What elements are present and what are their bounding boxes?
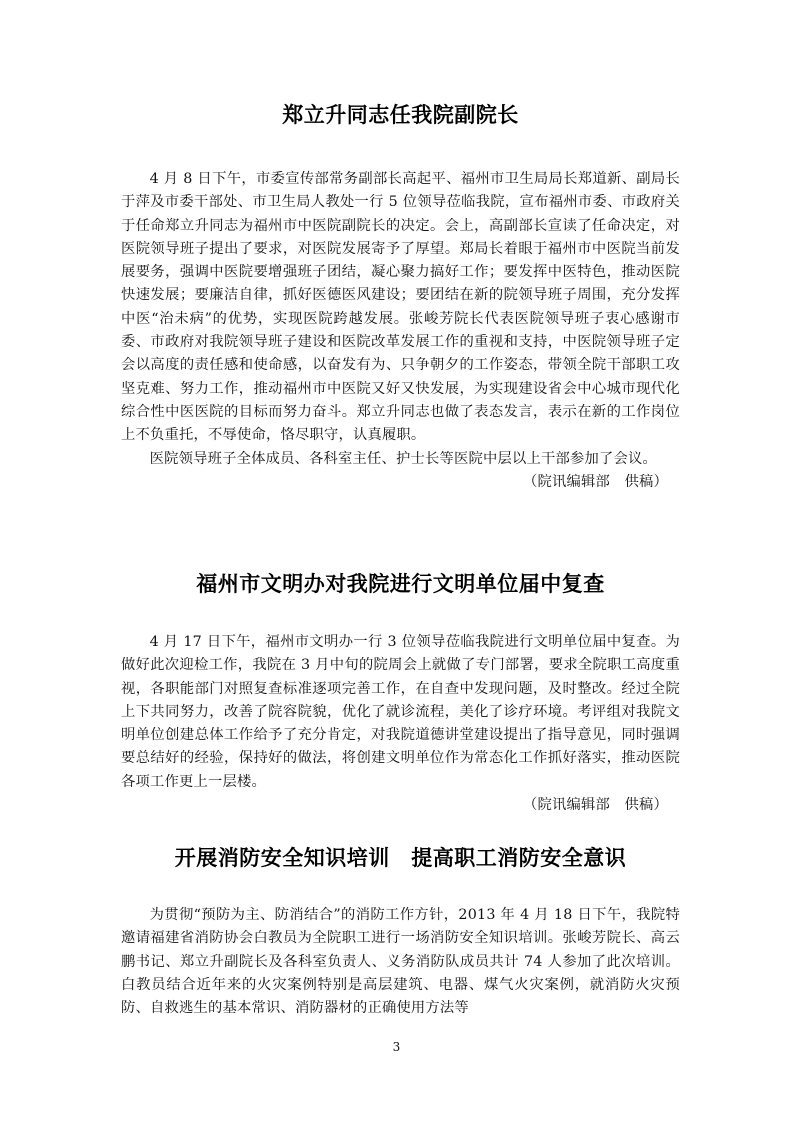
article-paragraph: 医院领导班子全体成员、各科室主任、护士长等医院中层以上干部参加了会议。 [149,450,657,467]
article-title: 福州市文明办对我院进行文明单位届中复查 [196,572,605,596]
article-title: 郑立升同志任我院副院长 [282,103,519,127]
page-number: 3 [392,1040,401,1054]
article-source: （院讯编辑部 供稿） [523,797,668,814]
article-paragraph: 为贯彻“预防为主、防消结合”的消防工作方针，2013 年 4 月 18 日下午，我院特邀请福建省消防协会白教员为全院职工进行一场消防安全知识培训。张峻芳院长、高云鹏书记、郑立升副院长及各科室负责人、义务消防队成员共计 74 人参加了此次培训。白教员结合近年来的火灾案例特别是高层建筑、电器、煤气火灾案例，就消防火灾预防、自救逃生的基本常识、消防器材的正确使用方法等 [121,907,680,1017]
article-fire-safety [121,842,680,1020]
article-paragraph: 4 月 17 日下午，福州市文明办一行 3 位领导莅临我院进行文明单位届中复查。为做好此次迎检工作，我院在 3 月中旬的院周会上就做了专门部署，要求全院职工高度重视，各职能部门对照复查标准逐项完善工作，在自查中发现问题，及时整改。经过全院上下共同努力，改善了院容院貌，优化了就诊流程，美化了诊疗环境。考评组对我院文明单位创建总体工作给予了充分肯定，对我院道德讲堂建设提出了指导意见，同时强调要总结好的经验，保持好的做法，将创建文明单位作为常态化工作抓好落实，推动医院各项工作更上一层楼。 [121,634,680,790]
article-source: （院讯编辑部 供稿） [523,473,668,490]
article-title: 开展消防安全知识培训 提高职工消防安全意识 [174,846,627,870]
article-appointment [121,99,680,494]
article-paragraph: 4 月 8 日下午，市委宣传部常务副部长高起平、福州市卫生局局长郑道新、副局长于萍及市委干部处、市卫生局人教处一行 5 位领导莅临我院，宣布福州市委、市政府关于任命郑立升同志为福州市中医院副院长的决定。会上，高副部长宣读了任命决定，对医院领导班子提出了要求，对医院发展寄予了厚望。郑局长着眼于福州市中医院当前发展要务，强调中医院要增强班子团结，凝心聚力搞好工作；要发挥中医特色，推动医院快速发展；要廉洁自律，抓好医德医风建设；要团结在新的院领导班子周围，充分发挥中医“治未病”的优势，实现医院跨越发展。张峻芳院长代表医院领导班子衷心感谢市委、市政府对我院领导班子建设和医院改革发展工作的重视和支持，中医院领导班子定会以高度的责任感和使命感，以奋发有为、只争朝夕的工作姿态，带领全院干部职工攻坚克难、努力工作，推动福州市中医院又好又快发展，为实现建设省会中心城市现代化综合性中医医院的目标而努力奋斗。郑立升同志也做了表态发言，表示在新的工作岗位上不负重托，不辱使命，恪尽职守，认真履职。 [121,171,680,444]
article-civilization-review [121,568,680,817]
